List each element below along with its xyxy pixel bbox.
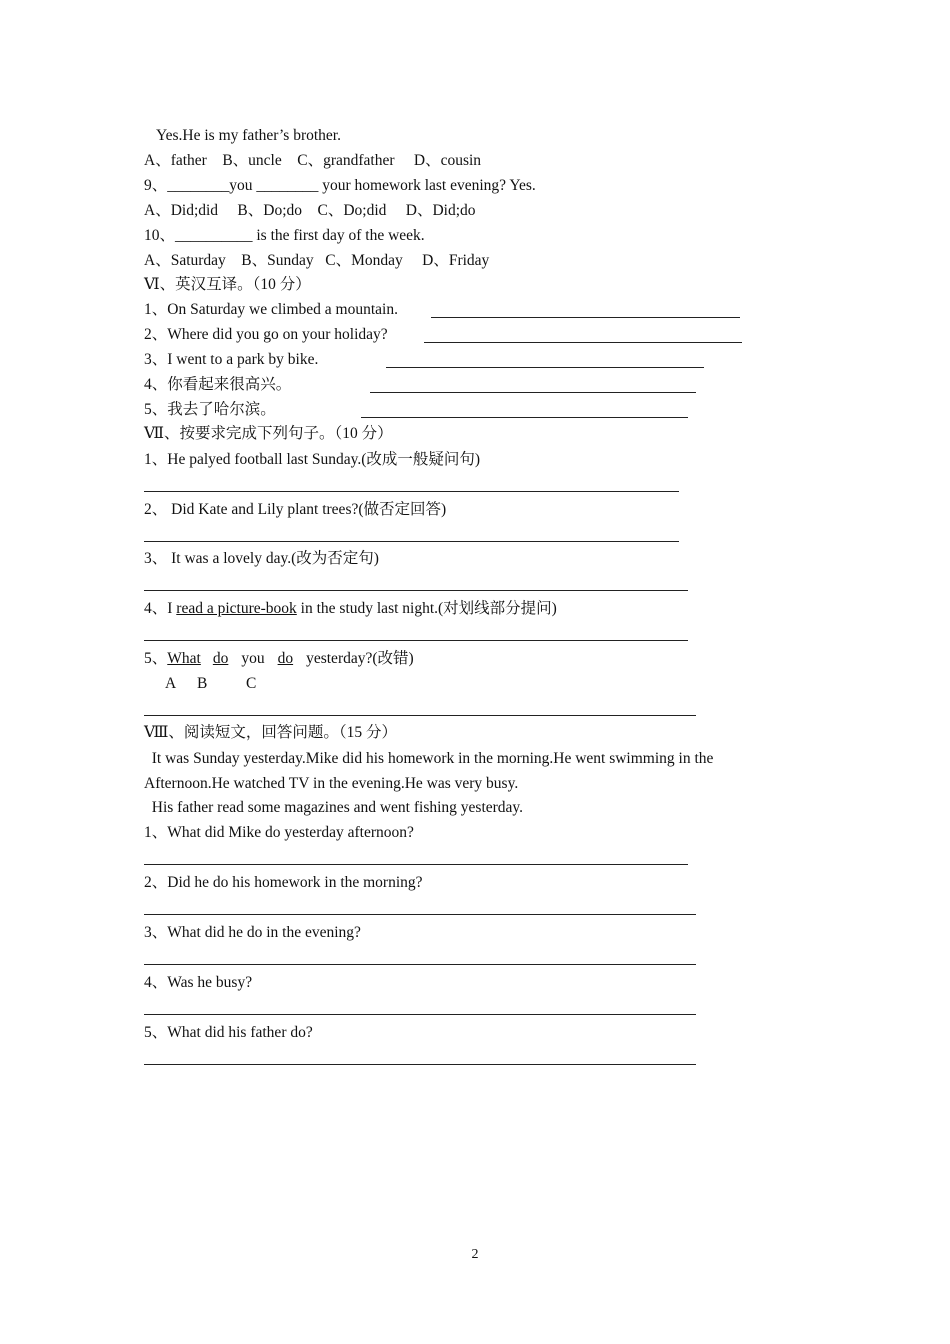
section8-q4: 4、Was he busy? xyxy=(144,974,253,991)
q5-suffix: yesterday?(改错) xyxy=(306,650,414,667)
answer-line[interactable] xyxy=(144,541,679,542)
answer-line[interactable] xyxy=(386,367,704,368)
passage-line-2: Afternoon.He watched TV in the evening.He was very busy. xyxy=(144,775,519,792)
q10-stem: 10、__________ is the first day of the week. xyxy=(144,227,425,244)
answer-line[interactable] xyxy=(144,590,688,591)
section7-title: Ⅶ、按要求完成下列句子。（10 分） xyxy=(144,425,393,442)
section7-q2: 2、 Did Kate and Lily plant trees?(做否定回答) xyxy=(144,501,447,518)
passage-line-1: It was Sunday yesterday.Mike did his homework in the morning.He went swimming in the xyxy=(144,750,714,767)
answer-line[interactable] xyxy=(370,392,696,393)
answer-line[interactable] xyxy=(144,491,679,492)
section8-q2: 2、Did he do his homework in the morning? xyxy=(144,874,423,891)
q9-options: A、Did;did B、Do;do C、Do;did D、Did;do xyxy=(144,202,476,219)
q5-word-do-2: do xyxy=(277,650,294,667)
section7-q4 xyxy=(144,599,557,619)
q5-word-do-1: do xyxy=(212,650,229,667)
q4-suffix: in the study last night.(对划线部分提问) xyxy=(296,600,557,617)
q8-stem: Yes.He is my father’s brother. xyxy=(156,127,341,144)
section8-q3: 3、What did he do in the evening? xyxy=(144,924,361,941)
section8-q5: 5、What did his father do? xyxy=(144,1024,313,1041)
q4-prefix: 4、I xyxy=(144,600,177,617)
answer-line[interactable] xyxy=(144,1064,696,1065)
section7-q3: 3、 It was a lovely day.(改为否定句) xyxy=(144,550,379,567)
answer-line[interactable] xyxy=(144,715,696,716)
answer-line[interactable] xyxy=(144,640,688,641)
answer-line[interactable] xyxy=(144,914,696,915)
section6-item-4: 4、你看起来很高兴。 xyxy=(144,376,292,393)
q8-options: A、father B、uncle C、grandfather D、cousin xyxy=(144,152,482,169)
page-number: 2 xyxy=(471,1247,479,1262)
section8-q1: 1、What did Mike do yesterday afternoon? xyxy=(144,824,414,841)
q10-options: A、Saturday B、Sunday C、Monday D、Friday xyxy=(144,252,490,269)
q4-underlined-phrase: read a picture-book xyxy=(176,600,297,617)
answer-line[interactable] xyxy=(144,864,688,865)
answer-line[interactable] xyxy=(361,417,688,418)
section6-item-2: 2、Where did you go on your holiday? xyxy=(144,326,388,343)
section8-title: Ⅷ、阅读短文，回答问题。（15 分） xyxy=(144,724,398,741)
q5-word-you: you xyxy=(241,650,265,667)
passage-line-3: His father read some magazines and went fishing yesterday. xyxy=(144,799,524,816)
q5-word-what: What xyxy=(167,650,201,667)
answer-line[interactable] xyxy=(424,342,742,343)
q5-label-b: B xyxy=(197,675,208,692)
q5-label-a: A xyxy=(165,675,177,692)
q5-prefix: 5、 xyxy=(144,650,168,667)
q5-label-c: C xyxy=(246,675,257,692)
answer-line[interactable] xyxy=(144,964,696,965)
answer-line[interactable] xyxy=(144,1014,696,1015)
section6-item-1: 1、On Saturday we climbed a mountain. xyxy=(144,301,398,318)
section6-item-3: 3、I went to a park by bike. xyxy=(144,351,319,368)
section6-title: Ⅵ、英汉互译。（10 分） xyxy=(144,276,311,293)
section6-item-5: 5、我去了哈尔滨。 xyxy=(144,401,276,418)
section7-q1: 1、He palyed football last Sunday.(改成一般疑问句) xyxy=(144,451,481,468)
q9-stem: 9、________you ________ your homework last evening? Yes. xyxy=(144,177,536,194)
answer-line[interactable] xyxy=(431,317,740,318)
section7-q5 xyxy=(144,649,414,669)
